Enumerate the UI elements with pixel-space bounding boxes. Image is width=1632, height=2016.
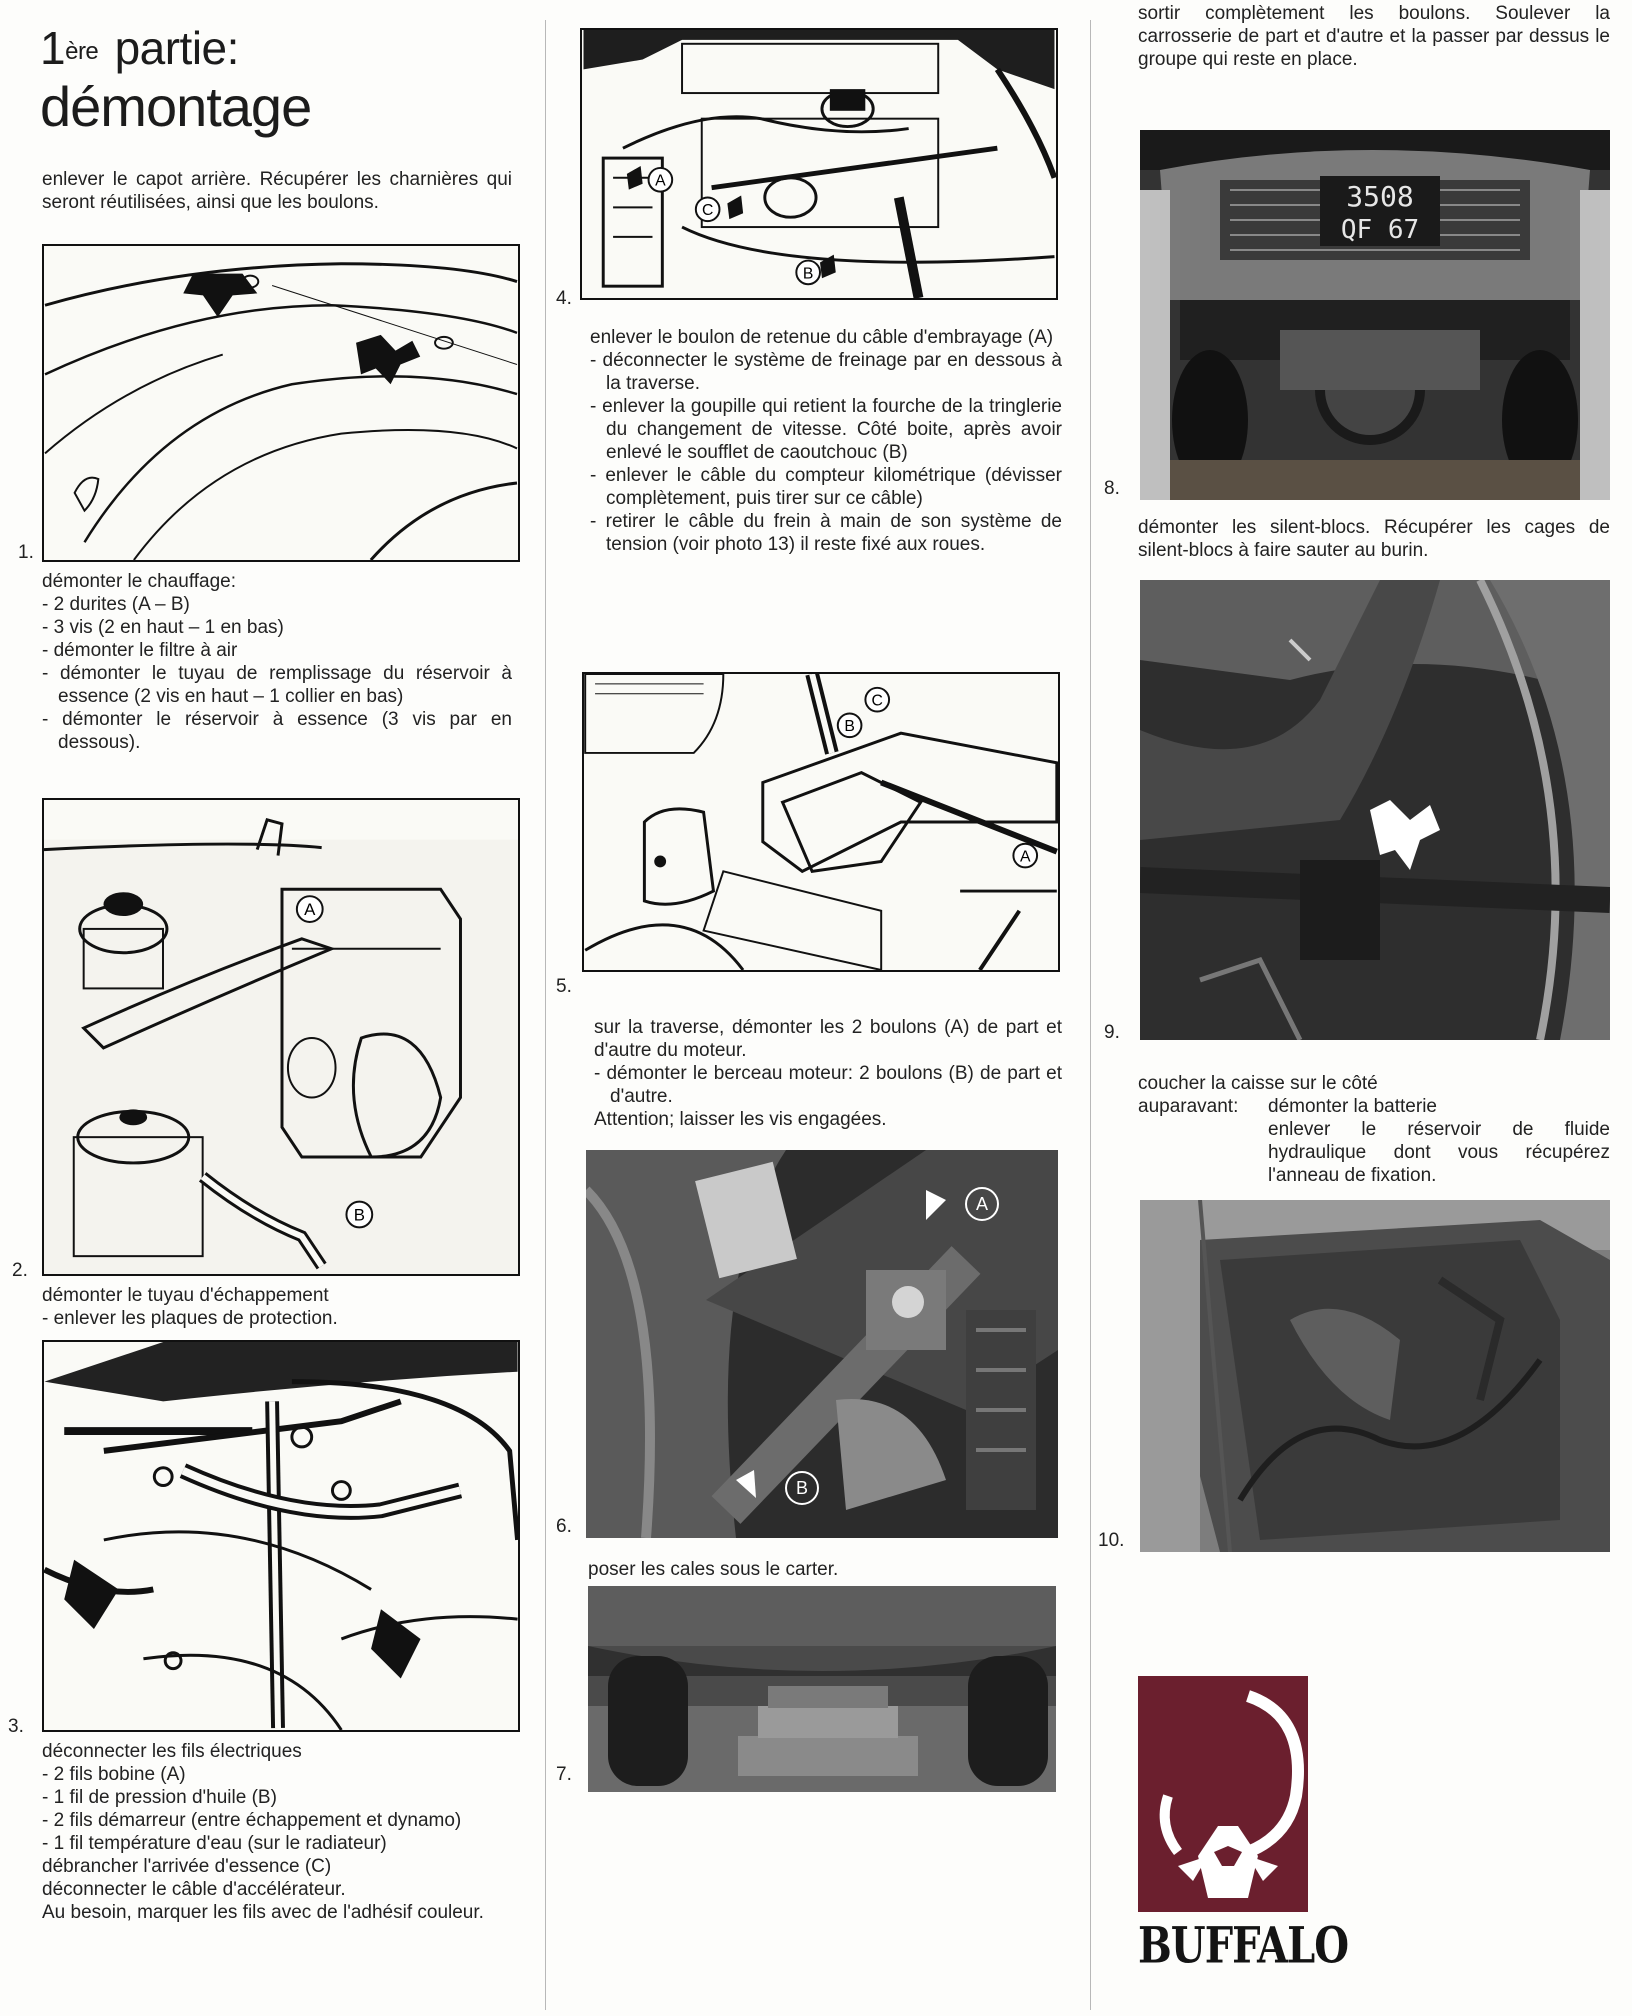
figure-10-photo	[1140, 1200, 1610, 1552]
section-title: démontage	[40, 75, 312, 138]
cales-instructions: poser les cales sous le carter.	[588, 1559, 839, 1580]
figure-10-number: 10.	[1098, 1530, 1125, 1551]
label-a: A	[304, 900, 316, 920]
figure-7-number: 7.	[556, 1764, 572, 1785]
label-a: A	[655, 172, 666, 190]
figure-6-photo	[586, 1150, 1058, 1538]
figure-2-drawing	[42, 798, 520, 1276]
figure-4-drawing	[580, 28, 1058, 300]
car-lift-photo	[1140, 130, 1610, 500]
plate-line-2: QF 67	[1340, 215, 1420, 245]
silent-block-instructions: démonter les silent-blocs. Récupérer les cages de silent-blocs à faire sauter au burin.	[1138, 517, 1610, 561]
figure-9-photo	[1140, 580, 1610, 1040]
before-label: auparavant:	[1138, 1096, 1239, 1117]
figure-1-number: 1.	[18, 542, 34, 563]
figure-1-drawing	[42, 244, 520, 562]
figure-5-drawing	[582, 672, 1060, 972]
heater-drawing	[44, 800, 518, 1274]
clutch-instructions: enlever le boulon de retenue du câble d'embrayage (A) - déconnecter le système de freinage par en dessous à la traverse. - enlever la goupille qui retient la fourche de la tringlerie du changement de vitesse. Côté boite, après avoir enlevé le soufflet de caoutchouc (B) - enlever le câble du compteur kilométrique (dévisser complètement, puis tirer sur ce câble) - retirer le câble du frein à main de son système de tension (voir photo 13) il reste fixé aux roues.	[590, 327, 1062, 555]
figure-4-number: 4.	[556, 288, 572, 309]
label-c: C	[871, 692, 883, 710]
label-a: A	[1019, 848, 1031, 866]
figure-3-number: 3.	[8, 1716, 24, 1737]
underside-photo	[586, 1150, 1058, 1538]
part-number: 1	[40, 22, 66, 74]
engine-bay-drawing	[582, 30, 1056, 298]
engine-hood-drawing	[44, 246, 518, 560]
intro-text: enlever le capot arrière. Récupérer les charnières qui seront réutilisées, ainsi que les boulons.	[42, 169, 512, 213]
heating-instructions: démonter le chauffage: - 2 durites (A – B) - 3 vis (2 en haut – 1 en bas) - démonter le filtre à air - démonter le tuyau de remplissage du réservoir à essence (2 vis en haut – 1 collier en bas) - démonter le réservoir à essence (3 vis par en dessous).	[42, 571, 512, 753]
figure-2-number: 2.	[12, 1260, 28, 1281]
label-b: B	[795, 1478, 809, 1498]
figure-9-number: 9.	[1104, 1022, 1120, 1043]
body-side-photo	[1140, 1200, 1610, 1552]
caisse-instructions: coucher la caisse sur le côté auparavant: démonter la batterie enlever le réservoir de fluide hydraulique dont vous récupérez l'anneau de fixation.	[1138, 1073, 1610, 1186]
label-a: A	[975, 1194, 989, 1214]
part-word: partie:	[114, 22, 239, 74]
buffalo-head-icon	[1138, 1676, 1308, 1912]
part-title	[40, 22, 239, 74]
label-b: B	[844, 718, 855, 736]
wiring-drawing	[44, 1342, 518, 1730]
silent-block-photo	[1140, 580, 1610, 1040]
label-b: B	[802, 265, 814, 283]
figure-7-photo	[588, 1586, 1056, 1792]
label-c: C	[701, 202, 714, 220]
label-b: B	[353, 1205, 365, 1225]
part-ordinal: ère	[65, 38, 99, 65]
buffalo-logo	[1138, 1676, 1308, 1912]
bolts-instructions: sortir complètement les boulons. Soulever la carrosserie de part et d'autre et la passer par dessus le groupe qui reste en place.	[1138, 3, 1610, 70]
figure-8-number: 8.	[1104, 478, 1120, 499]
figure-5-number: 5.	[556, 976, 572, 997]
column-divider	[545, 20, 546, 2010]
plate-line-1: 3508	[1346, 180, 1414, 213]
exhaust-instructions: démonter le tuyau d'échappement - enlever les plaques de protection.	[42, 1285, 338, 1329]
figure-3-drawing	[42, 1340, 520, 1732]
crossmember-instructions: sur la traverse, démonter les 2 boulons (A) de part et d'autre du moteur. - démonter le berceau moteur: 2 boulons (B) de part et d'autre. Attention; laisser les vis engagées.	[594, 1017, 1062, 1130]
figure-8-photo	[1140, 130, 1610, 500]
blocks-photo	[588, 1586, 1056, 1792]
crossmember-drawing	[584, 674, 1058, 970]
wiring-instructions: déconnecter les fils électriques - 2 fils bobine (A) - 1 fil de pression d'huile (B) - 2 fils démarreur (entre échappement et dynamo) - 1 fil température d'eau (sur le radiateur) débrancher l'arrivée d'essence (C) déconnecter le câble d'accélérateur. Au besoin, marquer les fils avec de l'adhésif couleur.	[42, 1741, 484, 1923]
column-divider	[1090, 20, 1091, 2010]
figure-6-number: 6.	[556, 1516, 572, 1537]
brand-name: BUFFALO	[1138, 1916, 1349, 1975]
